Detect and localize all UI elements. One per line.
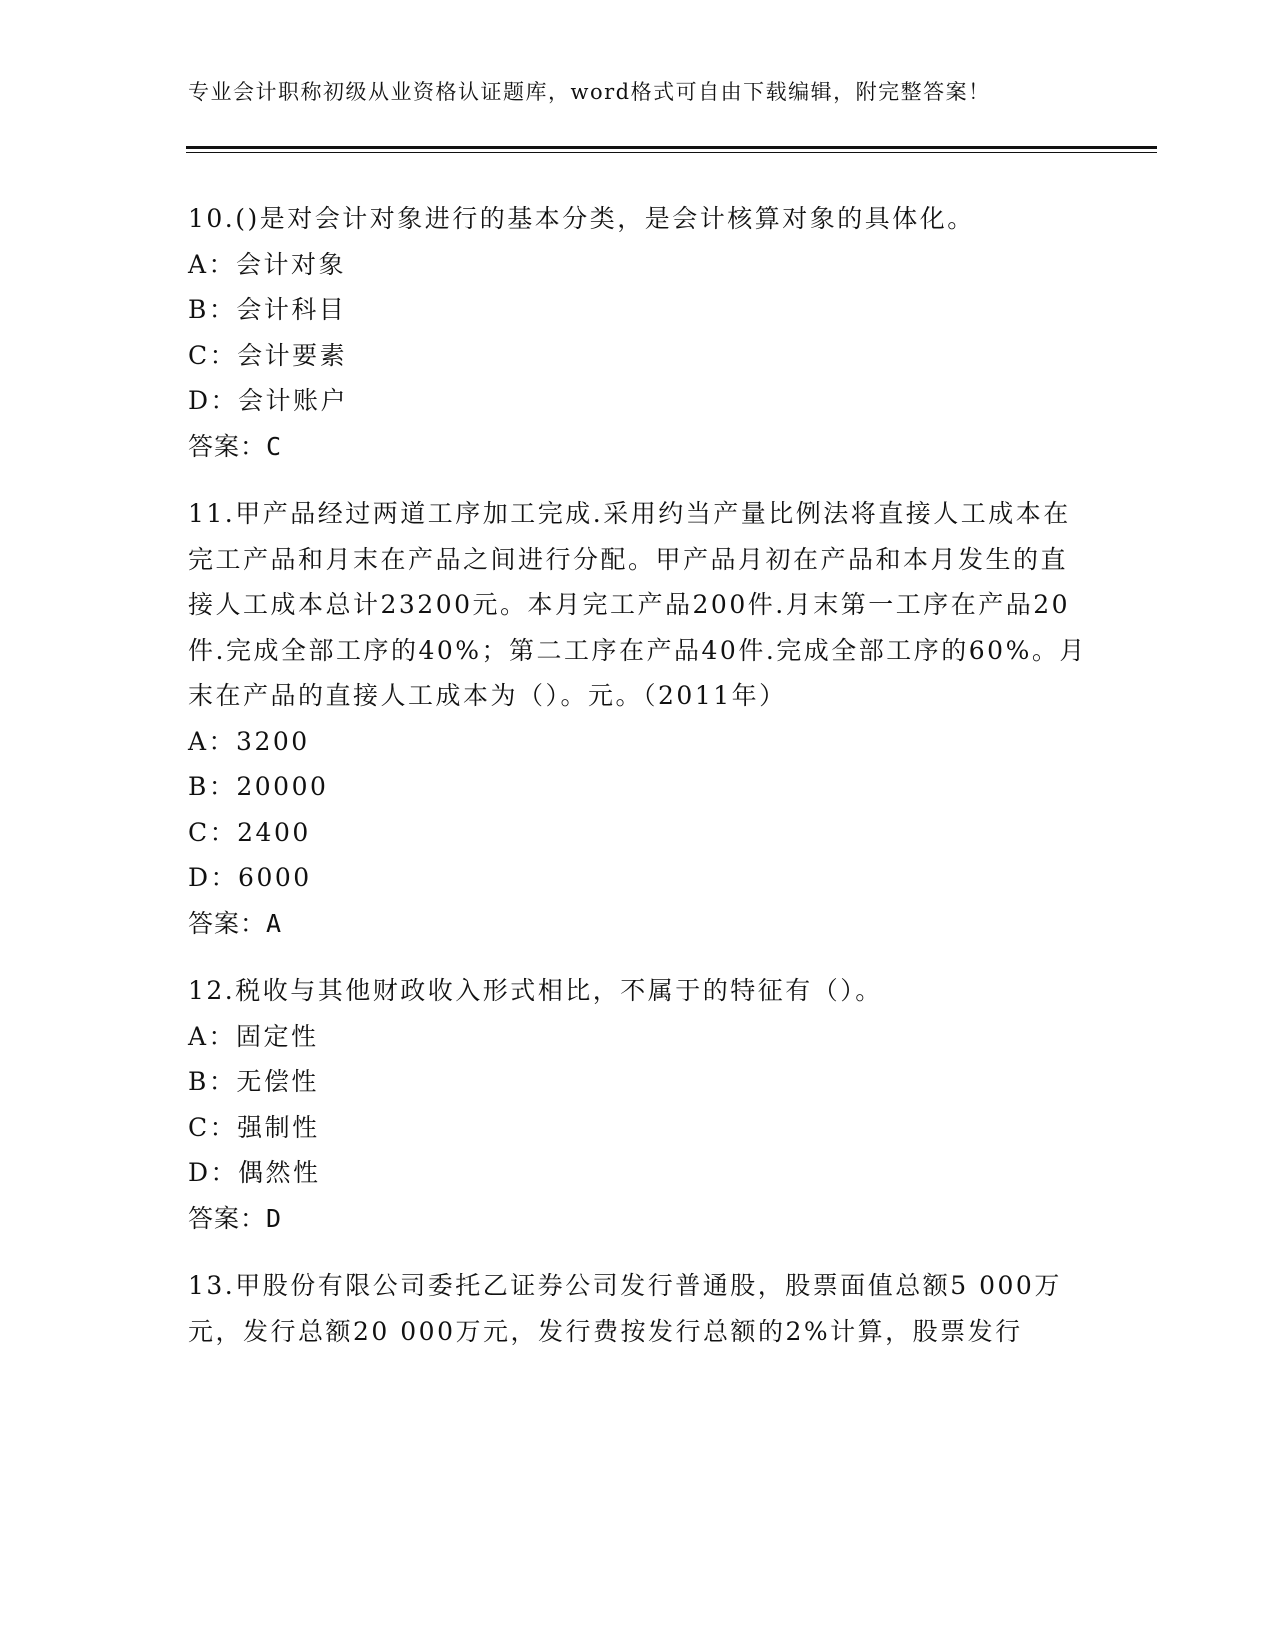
option-d: D：6000 — [188, 863, 312, 892]
header-rule-thin — [186, 152, 1157, 153]
question-list — [188, 196, 1088, 1376]
question-text: 13.甲股份有限公司委托乙证券公司发行普通股，股票面值总额5 000万元，发行总额20 000万元，发行费按发行总额的2%计算，股票发行 — [188, 1271, 1062, 1346]
question-text: 12.税收与其他财政收入形式相比，不属于的特征有（）。 — [188, 976, 883, 1005]
answer-value: C — [266, 431, 283, 461]
question-13 — [188, 1263, 1088, 1354]
option-a: A：会计对象 — [188, 249, 347, 279]
option-b: B：会计科目 — [188, 295, 347, 324]
answer-label: 答案： — [188, 431, 267, 461]
answer-line — [188, 424, 1088, 470]
option-d: D：偶然性 — [188, 1158, 321, 1187]
answer-label: 答案： — [188, 908, 267, 938]
option-b: B：20000 — [188, 772, 329, 801]
answer-value: A — [266, 908, 283, 938]
page-header: 专业会计职称初级从业资格认证题库，word格式可自由下载编辑，附完整答案！ — [188, 80, 991, 104]
option-c: C：会计要素 — [188, 340, 348, 370]
option-a: A：固定性 — [188, 1021, 319, 1051]
answer-value: D — [266, 1203, 283, 1233]
option-a: A：3200 — [188, 726, 310, 756]
option-d: D：会计账户 — [188, 386, 349, 415]
question-11 — [188, 491, 1088, 946]
option-c: C：2400 — [188, 817, 311, 847]
option-b: B：无偿性 — [188, 1067, 319, 1096]
answer-label: 答案： — [188, 1203, 267, 1233]
answer-line — [188, 1196, 1088, 1242]
question-text: 10.()是对会计对象进行的基本分类，是会计核算对象的具体化。 — [188, 204, 975, 233]
header-rule-thick — [186, 146, 1157, 149]
answer-line — [188, 901, 1088, 947]
question-10 — [188, 196, 1088, 469]
option-c: C：强制性 — [188, 1112, 320, 1142]
question-text: 11.甲产品经过两道工序加工完成.采用约当产量比例法将直接人工成本在完工产品和月末在产品之间进行分配。甲产品月初在产品和本月发生的直接人工成本总计23200元。本月完工产品200件.月末第一工序在产品20件.完成全部工序的40%；第二工序在产品40件.完成全部工序的60%。月末在产品的直接人工成本为（）。元。（2011年） — [188, 499, 1087, 710]
question-12 — [188, 968, 1088, 1241]
